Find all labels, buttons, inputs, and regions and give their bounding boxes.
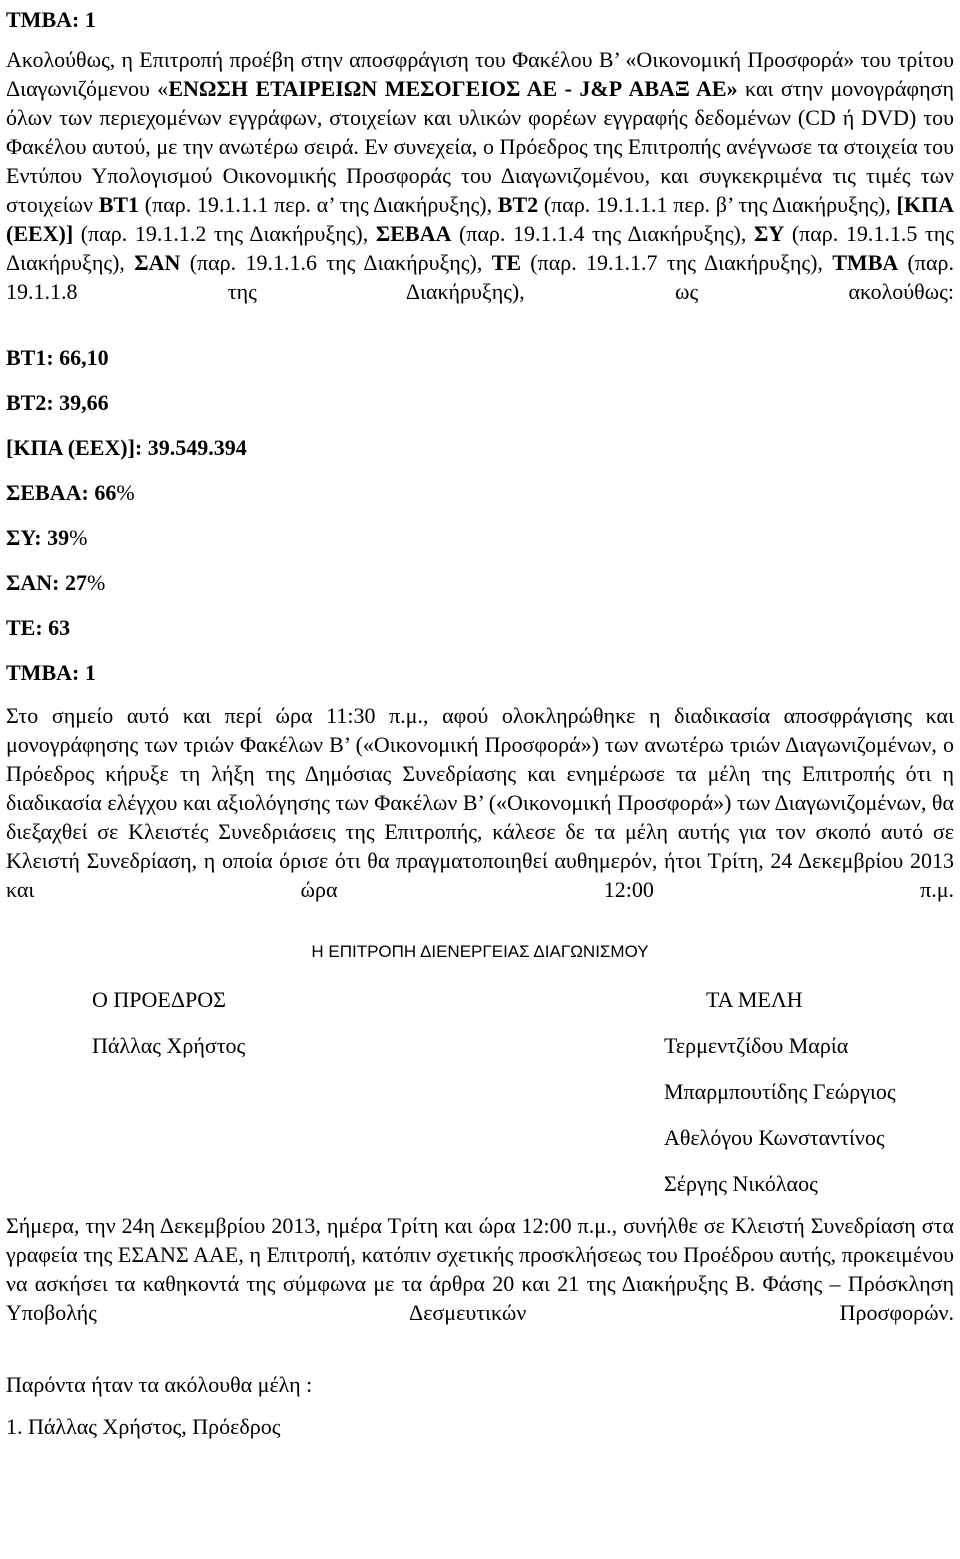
value-bt1: ΒΤ1: 66,10 bbox=[6, 345, 109, 370]
value-bt2: ΒΤ2: 39,66 bbox=[6, 390, 109, 415]
paragraph-financial-offer-opening bbox=[6, 45, 954, 335]
term-te: ΤΕ bbox=[491, 250, 521, 275]
president-signature bbox=[92, 977, 245, 1069]
member-name: Μπαρμπουτίδης Γεώργιος bbox=[664, 1079, 896, 1104]
term-sy: ΣΥ bbox=[753, 221, 785, 246]
president-name: Πάλλας Χρήστος bbox=[92, 1033, 246, 1058]
term-tmba: ΤΜΒΑ bbox=[832, 250, 899, 275]
document-page bbox=[6, 0, 954, 1442]
members-signature bbox=[664, 977, 896, 1207]
committee-header: Η ΕΠΙΤΡΟΠΗ ΔΙΕΝΕΡΓΕΙΑΣ ΔΙΑΓΩΝΙΣΜΟΥ bbox=[311, 942, 649, 961]
list-item: 1. Πάλλας Χρήστος, Πρόεδρος bbox=[6, 1414, 281, 1439]
para1-text: (παρ. 19.1.1.8 της Διακήρυξης), ως ακολούθως: bbox=[6, 250, 954, 304]
para1-text: (παρ. 19.1.1.7 της Διακήρυξης), bbox=[521, 250, 833, 275]
value-sebaa bbox=[6, 470, 954, 515]
term-sebaa: ΣΕΒΑΑ bbox=[375, 221, 452, 246]
bidder-name: ΕΝΩΣΗ ΕΤΑΙΡΕΙΩΝ ΜΕΣΟΓΕΙΟΣ ΑΕ - J&P ΑΒΑΞ ΑΕ» bbox=[168, 76, 738, 101]
percent-sign: % bbox=[69, 525, 88, 550]
member-name: Αθελόγου Κωνσταντίνος bbox=[664, 1125, 885, 1150]
para1-text: (παρ. 19.1.1.1 περ. α’ της Διακήρυξης), bbox=[139, 192, 498, 217]
members-title: ΤΑ ΜΕΛΗ bbox=[706, 987, 803, 1012]
term-bt1: ΒΤ1 bbox=[98, 192, 140, 217]
member-name: Τερμεντζίδου Μαρία bbox=[664, 1033, 849, 1058]
term-bt2: ΒΤ2 bbox=[497, 192, 539, 217]
value-sy-label: ΣΥ: 39 bbox=[6, 525, 70, 550]
member-name: Σέργης Νικόλαος bbox=[664, 1171, 818, 1196]
term-kpa: [ΚΠΑ (ΕΕΧ)] bbox=[6, 192, 954, 246]
paragraph-public-session-end: Στο σημείο αυτό και περί ώρα 11:30 π.μ., αφού ολοκληρώθηκε η διαδικασία αποσφράγισης και μονογράφησης των τριών Φακέλων Β’ («Οικονομική Προσφορά») των ανωτέρω τριών Διαγωνιζομένων, ο Πρόεδρος κήρυξε τη λήξη της Δημόσιας Συνεδρίασης και ενημέρωσε τα μέλη της Επιτροπής ότι η διαδικασία ελέγχου και αξιολόγησης των Φακέλων Β’ («Οικονομική Προσφορά») των Διαγωνιζομένων, θα διεξαχθεί σε Κλειστές Συνεδριάσεις της Επιτροπής, κάλεσε δε τα μέλη αυτής για τον σκοπό αυτό σε Κλειστή Συνεδρίαση, η οποία όρισε ότι θα πραγματοποιηθεί αυθημερόν, ήτοι Τρίτη, 24 Δεκεμβρίου 2013 και ώρα 12:00 π.μ. bbox=[6, 703, 954, 902]
signature-block bbox=[6, 977, 954, 1205]
para1-text: (παρ. 19.1.1.4 της Διακήρυξης), bbox=[451, 221, 754, 246]
percent-sign: % bbox=[87, 570, 106, 595]
para1-text: (παρ. 19.1.1.6 της Διακήρυξης), bbox=[180, 250, 492, 275]
value-tmba: ΤΜΒΑ: 1 bbox=[6, 660, 96, 685]
value-sy bbox=[6, 515, 954, 560]
offer-values-list bbox=[6, 335, 954, 695]
percent-sign: % bbox=[116, 480, 135, 505]
para1-text: και στην μονογράφηση όλων των περιεχομένων εγγράφων, στοιχείων και υλικών φορέων εγγραφής δεδομένων (CD ή DVD) του Φακέλου αυτού, με την ανωτέρω σειρά. Εν συνεχεία, ο Πρόεδρος της Επιτροπής ανέγνωσε τα στοιχεία του Εντύπου Υπολογισμού Οικονομικής Προσφοράς του Διαγωνιζομένου, και συγκεκριμένα τις τιμές των στοιχείων bbox=[6, 76, 954, 217]
value-san-label: ΣΑΝ: 27 bbox=[6, 570, 87, 595]
present-members-list bbox=[6, 1412, 954, 1442]
para1-text: (παρ. 19.1.1.1 περ. β’ της Διακήρυξης), bbox=[538, 192, 897, 217]
term-san: ΣΑΝ bbox=[134, 250, 181, 275]
value-kpa: [ΚΠΑ (ΕΕΧ)]: 39.549.394 bbox=[6, 435, 247, 460]
page-heading: ΤΜΒΑ: 1 bbox=[6, 7, 96, 32]
value-san bbox=[6, 560, 954, 605]
para1-text: (παρ. 19.1.1.2 της Διακήρυξης), bbox=[73, 221, 376, 246]
para1-text: (παρ. 19.1.1.5 της Διακήρυξης), bbox=[6, 221, 955, 275]
value-sebaa-label: ΣΕΒΑΑ: 66 bbox=[6, 480, 117, 505]
value-te: ΤΕ: 63 bbox=[6, 615, 71, 640]
paragraph-closed-session: Σήμερα, την 24η Δεκεμβρίου 2013, ημέρα Τρίτη και ώρα 12:00 π.μ., συνήλθε σε Κλειστή Συνεδρίαση στα γραφεία της ΕΣΑΝΣ ΑΑΕ, η Επιτροπή, κατόπιν σχετικής προσκλήσεως του Προέδρου αυτής, προκειμένου να ασκήσει τα καθηκοντά της σύμφωνα με τα άρθρα 20 και 21 της Διακήρυξης Β. Φάσης – Πρόσκληση Υποβολής Δεσμευτικών Προσφορών. bbox=[6, 1213, 954, 1325]
president-title: Ο ΠΡΟΕΔΡΟΣ bbox=[92, 987, 226, 1012]
present-members-label: Παρόντα ήταν τα ακόλουθα μέλη : bbox=[6, 1372, 313, 1397]
para1-text: Ακολούθως, η Επιτροπή προέβη στην αποσφράγιση του Φακέλου Β’ «Οικονομική Προσφορά» του τρίτου Διαγωνιζόμενου « bbox=[6, 47, 954, 101]
